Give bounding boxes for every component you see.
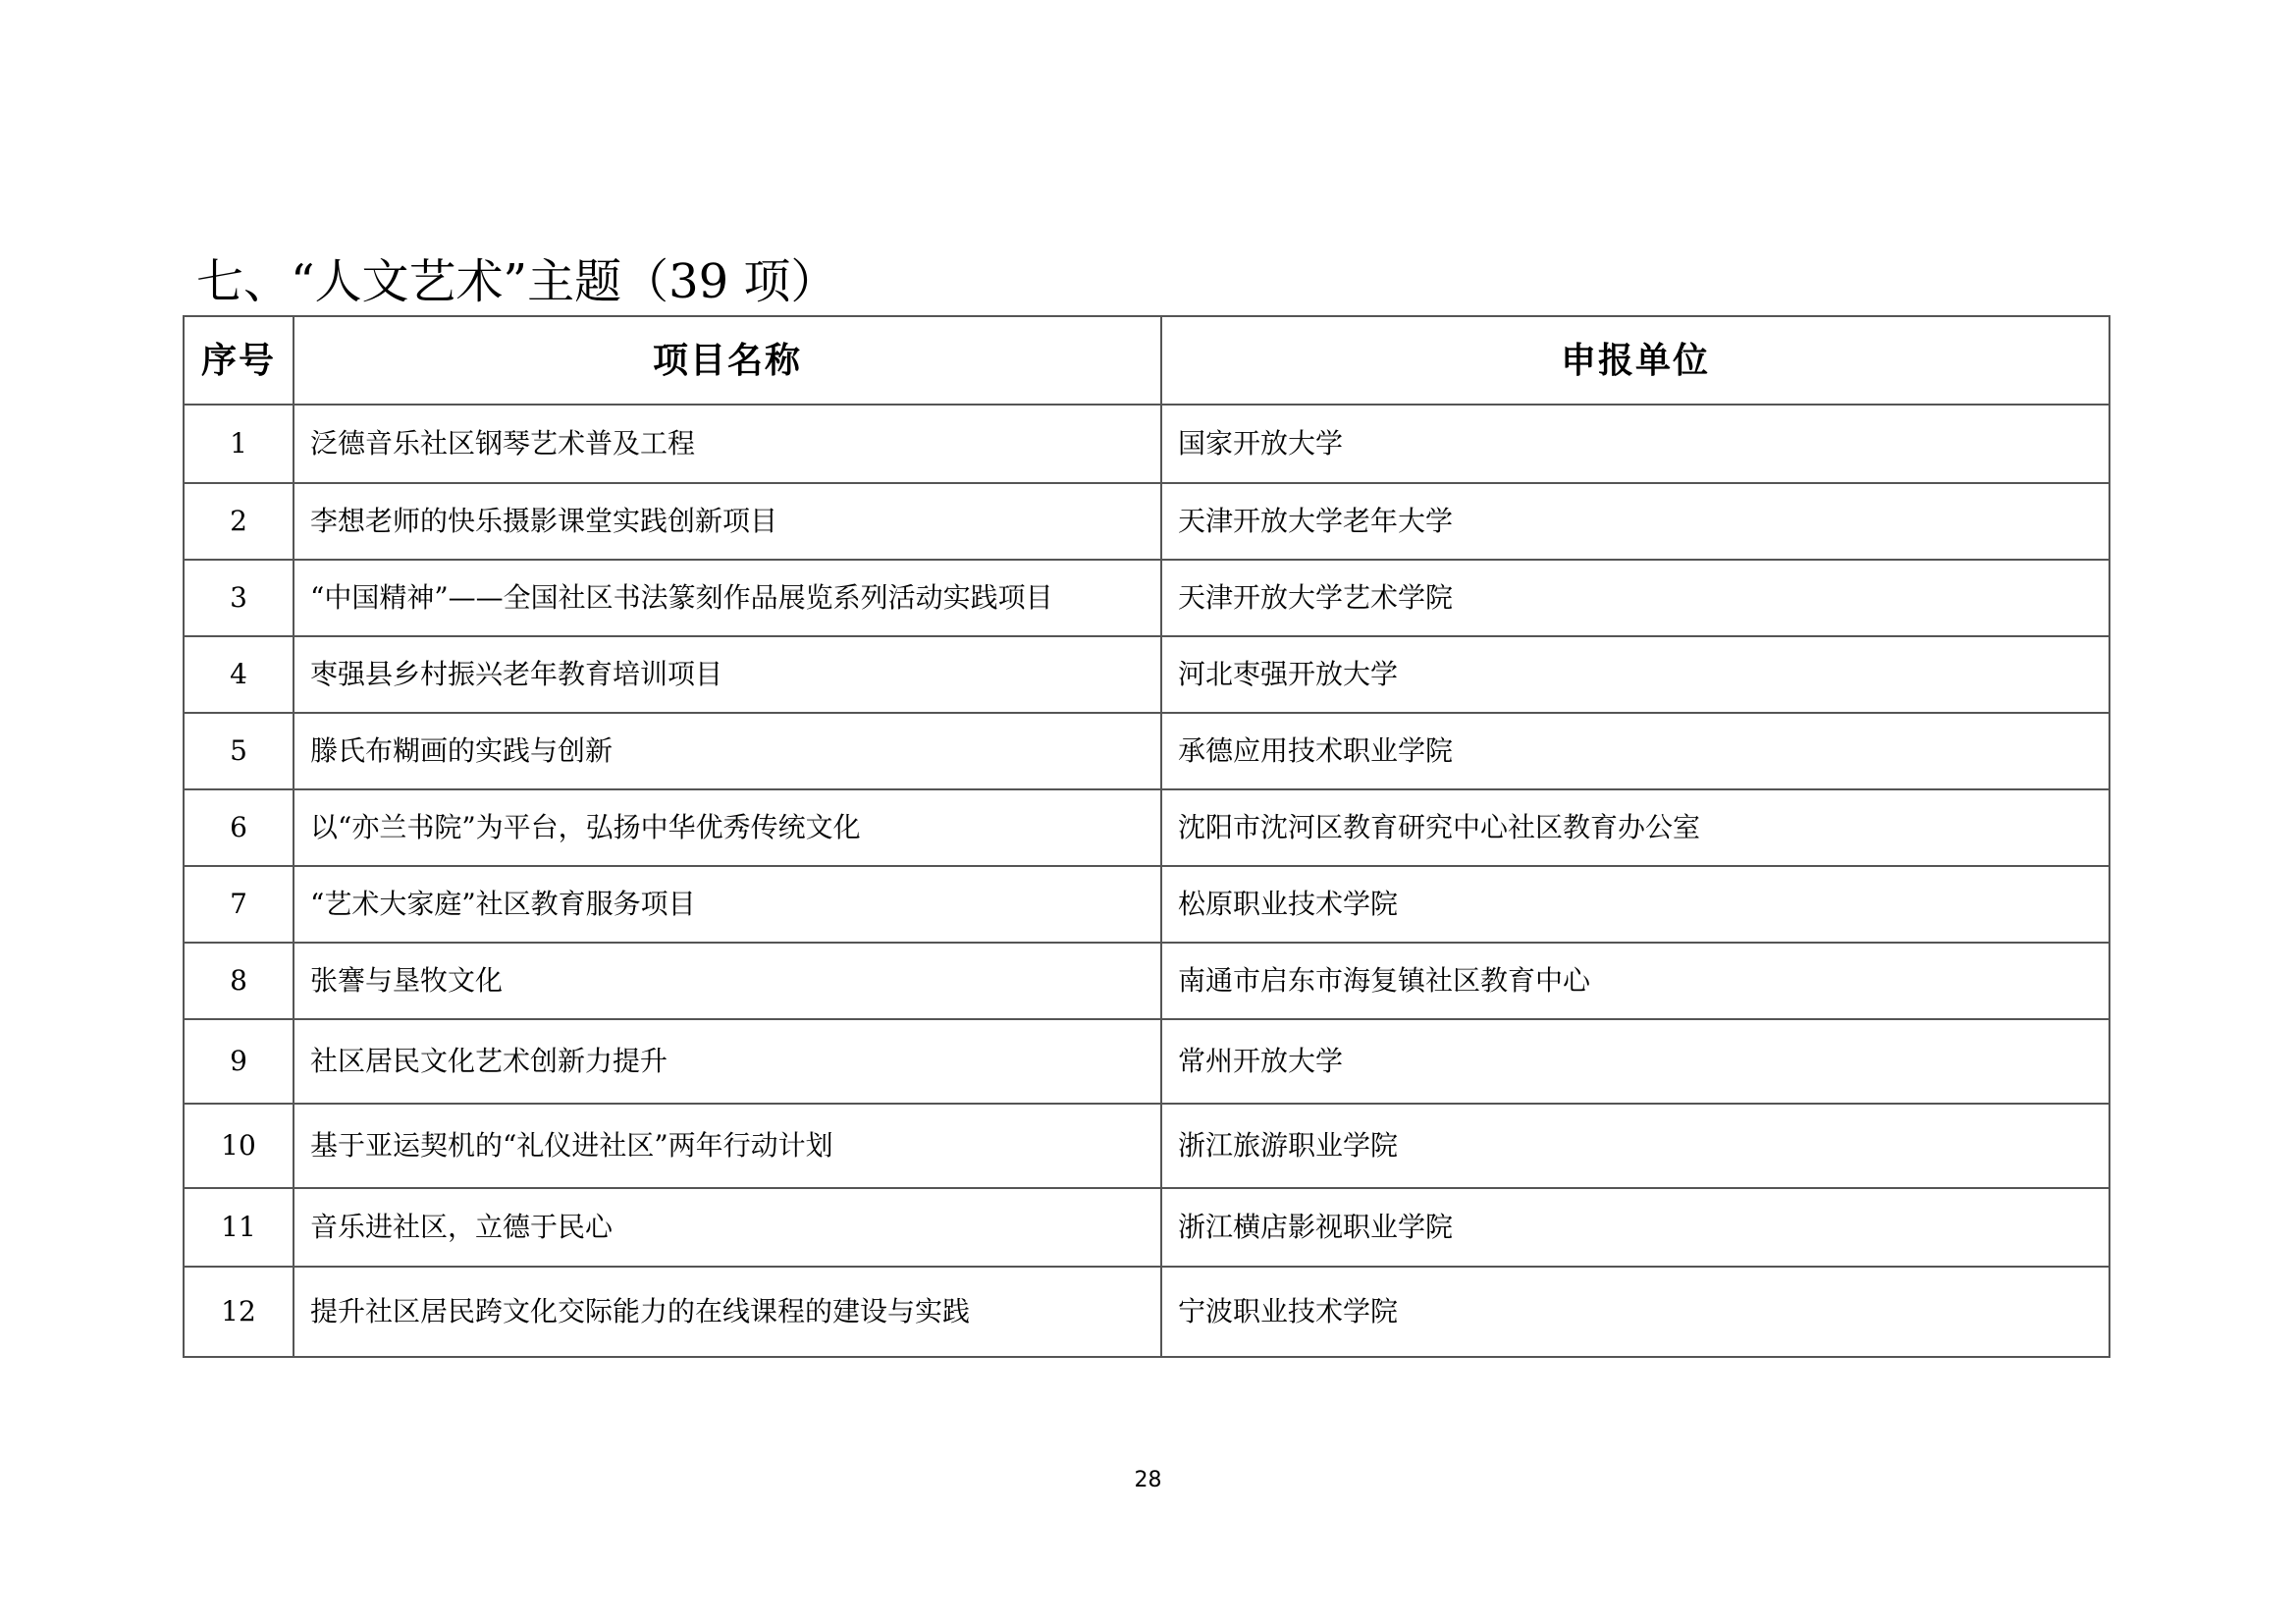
row-project-name: 枣强县乡村振兴老年教育培训项目	[294, 636, 1161, 713]
row-project-name: 滕氏布糊画的实践与创新	[294, 713, 1161, 789]
row-project-name: 提升社区居民跨文化交际能力的在线课程的建设与实践	[294, 1267, 1161, 1357]
section-title: 七、“人文艺术”主题（39 项）	[196, 254, 838, 309]
row-index: 4	[184, 636, 294, 713]
header-index: 序号	[184, 316, 294, 405]
row-applicant: 松原职业技术学院	[1161, 866, 2109, 943]
row-project-name: “艺术大家庭”社区教育服务项目	[294, 866, 1161, 943]
row-index: 5	[184, 713, 294, 789]
header-applicant: 申报单位	[1161, 316, 2109, 405]
table-row	[184, 1267, 2109, 1357]
row-index: 1	[184, 405, 294, 483]
table-row	[184, 866, 2109, 943]
table-row	[184, 789, 2109, 866]
row-index: 6	[184, 789, 294, 866]
row-applicant: 浙江横店影视职业学院	[1161, 1188, 2109, 1267]
row-index: 11	[184, 1188, 294, 1267]
row-project-name: 基于亚运契机的“礼仪进社区”两年行动计划	[294, 1104, 1161, 1188]
row-applicant: 南通市启东市海复镇社区教育中心	[1161, 943, 2109, 1019]
row-applicant: 浙江旅游职业学院	[1161, 1104, 2109, 1188]
row-project-name: 张謇与垦牧文化	[294, 943, 1161, 1019]
projects-table	[183, 315, 2110, 1358]
table-row	[184, 636, 2109, 713]
row-index: 3	[184, 560, 294, 636]
row-project-name: 社区居民文化艺术创新力提升	[294, 1019, 1161, 1104]
table-row	[184, 943, 2109, 1019]
table-row	[184, 1104, 2109, 1188]
row-applicant: 沈阳市沈河区教育研究中心社区教育办公室	[1161, 789, 2109, 866]
table-row	[184, 1019, 2109, 1104]
row-index: 9	[184, 1019, 294, 1104]
row-index: 8	[184, 943, 294, 1019]
row-project-name: 泛德音乐社区钢琴艺术普及工程	[294, 405, 1161, 483]
table-row	[184, 713, 2109, 789]
row-applicant: 国家开放大学	[1161, 405, 2109, 483]
row-project-name: 音乐进社区，立德于民心	[294, 1188, 1161, 1267]
table-row	[184, 1188, 2109, 1267]
row-index: 12	[184, 1267, 294, 1357]
row-project-name: 李想老师的快乐摄影课堂实践创新项目	[294, 483, 1161, 560]
table-row	[184, 405, 2109, 483]
row-applicant: 宁波职业技术学院	[1161, 1267, 2109, 1357]
row-applicant: 河北枣强开放大学	[1161, 636, 2109, 713]
row-index: 2	[184, 483, 294, 560]
row-applicant: 常州开放大学	[1161, 1019, 2109, 1104]
row-index: 10	[184, 1104, 294, 1188]
row-project-name: “中国精神”——全国社区书法篆刻作品展览系列活动实践项目	[294, 560, 1161, 636]
row-applicant: 天津开放大学老年大学	[1161, 483, 2109, 560]
page-number: 28	[1134, 1468, 1162, 1492]
row-index: 7	[184, 866, 294, 943]
header-project-name: 项目名称	[294, 316, 1161, 405]
row-applicant: 承德应用技术职业学院	[1161, 713, 2109, 789]
table-row	[184, 560, 2109, 636]
row-applicant: 天津开放大学艺术学院	[1161, 560, 2109, 636]
row-project-name: 以“亦兰书院”为平台，弘扬中华优秀传统文化	[294, 789, 1161, 866]
table-header-row	[184, 316, 2109, 405]
table-row	[184, 483, 2109, 560]
